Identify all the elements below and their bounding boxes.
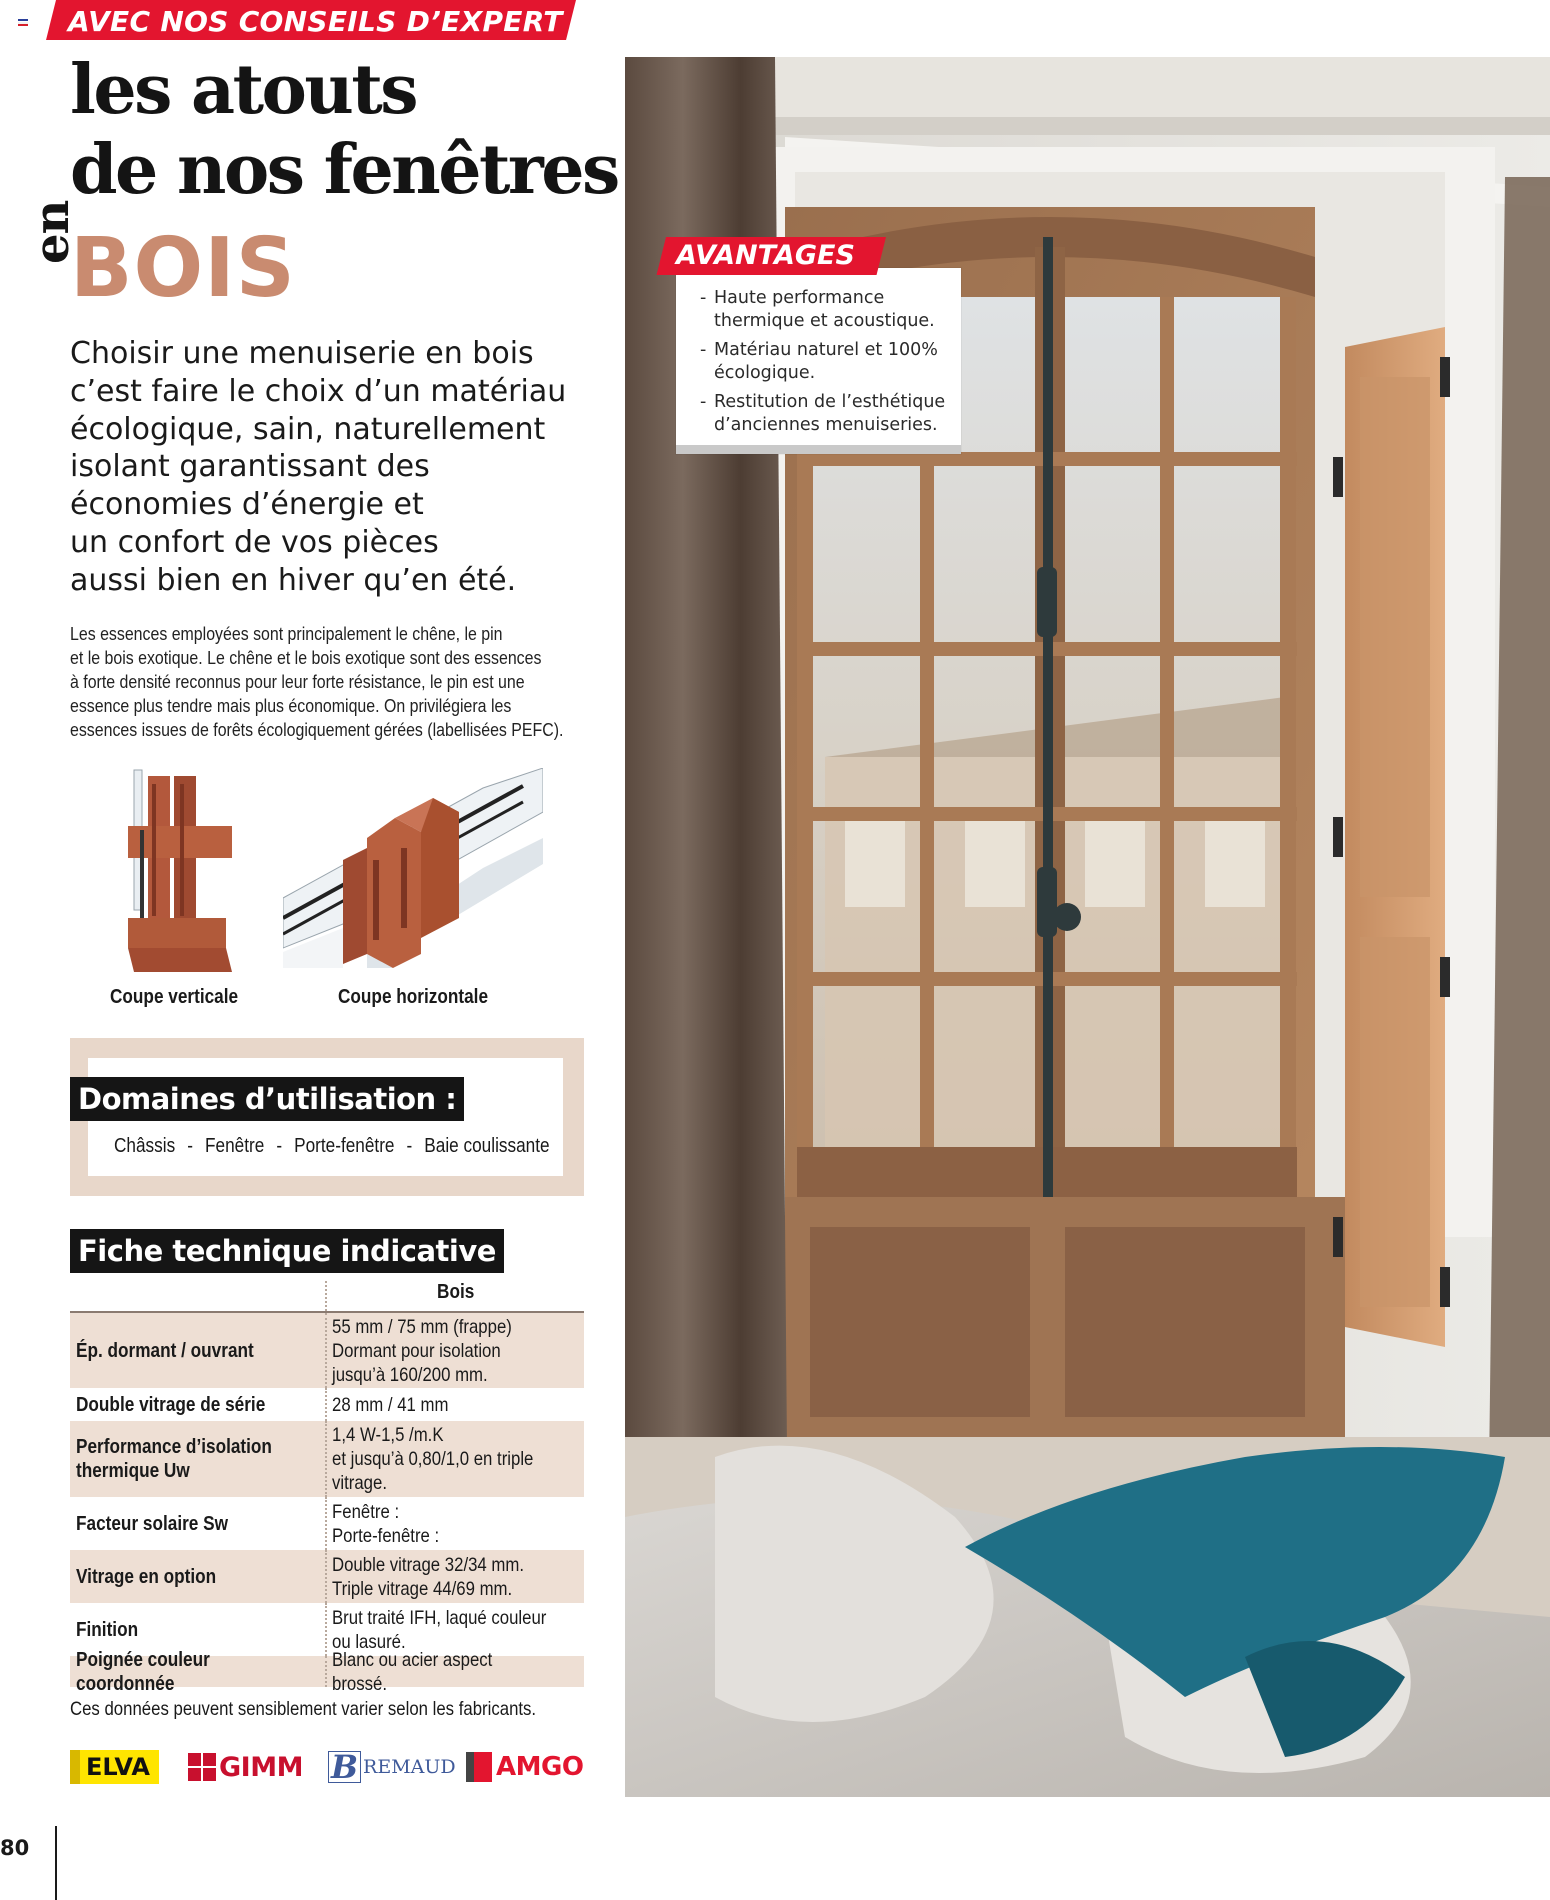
gimm-logo: GIMM bbox=[188, 1750, 303, 1784]
domaine-item: Châssis bbox=[114, 1135, 176, 1157]
table-row bbox=[70, 1388, 584, 1421]
spec-value: Double vitrage 32/34 mm. Triple vitrage 44/69 mm. bbox=[325, 1550, 584, 1603]
spec-label: Performance d’isolation thermique Uw bbox=[76, 1436, 272, 1482]
amgo-logo: AMGO bbox=[466, 1750, 583, 1784]
domaine-item: Baie coulissante bbox=[424, 1135, 550, 1157]
headline-line-1: les atouts bbox=[70, 50, 417, 130]
fiche-technique-title: Fiche technique indicative bbox=[70, 1229, 504, 1273]
spec-table bbox=[70, 1311, 584, 1695]
flag-icon bbox=[18, 19, 28, 26]
spec-label: Vitrage en option bbox=[76, 1565, 217, 1588]
spec-label: Poignée couleur coordonnée bbox=[76, 1648, 210, 1695]
spec-label: Ép. dormant / ouvrant bbox=[76, 1339, 254, 1362]
spec-column-header: Bois bbox=[325, 1281, 584, 1311]
spec-value: 1,4 W-1,5 /m.K et jusqu’à 0,80/1,0 en triple vitrage. bbox=[325, 1421, 584, 1497]
coupe-horizontale-diagram bbox=[283, 768, 543, 973]
banner-title: AVEC NOS CONSEILS D’EXPERT bbox=[68, 5, 563, 38]
spec-value: Fenêtre : Porte-fenêtre : bbox=[325, 1497, 584, 1550]
spec-label: Facteur solaire Sw bbox=[76, 1512, 229, 1535]
domaine-separator: - bbox=[276, 1135, 283, 1157]
spec-label: Double vitrage de série bbox=[76, 1393, 266, 1416]
spec-footnote: Ces données peuvent sensiblement varier selon les fabricants. bbox=[70, 1698, 537, 1720]
avantages-list bbox=[700, 287, 950, 443]
domaine-separator: - bbox=[406, 1135, 413, 1157]
intro-paragraph: Choisir une menuiserie en bois c’est faire le choix d’un matériau écologique, sain, naturellement isolant garantissant des économies d’énergie et un confort de vos pièces aussi bien en hiver qu’en été. bbox=[70, 336, 567, 598]
table-row bbox=[70, 1313, 584, 1388]
headline-material: BOIS bbox=[70, 221, 296, 316]
spec-label: Finition bbox=[76, 1618, 139, 1641]
page-divider bbox=[55, 1826, 57, 1900]
spec-value: Brut traité IFH, laqué couleur ou lasuré. bbox=[325, 1603, 584, 1656]
coupe-verticale-caption: Coupe verticale bbox=[110, 986, 239, 1008]
list-item: - Matériau naturel et 100% écologique. bbox=[700, 339, 950, 384]
coupe-horizontale-caption: Coupe horizontale bbox=[338, 986, 489, 1008]
elva-logo: ELVA bbox=[70, 1750, 159, 1784]
domaines-list bbox=[114, 1135, 550, 1158]
domaines-title: Domaines d’utilisation : bbox=[70, 1077, 464, 1121]
page-number: 80 bbox=[0, 1836, 30, 1860]
avantages-title: AVANTAGES bbox=[676, 240, 855, 271]
spec-value: 28 mm / 41 mm bbox=[325, 1388, 584, 1421]
domaine-item: Fenêtre bbox=[204, 1135, 265, 1157]
headline-en-rotated: en bbox=[24, 200, 80, 264]
table-row bbox=[70, 1648, 584, 1695]
table-row bbox=[70, 1550, 584, 1603]
coupe-verticale-diagram bbox=[120, 768, 240, 978]
table-row bbox=[70, 1497, 584, 1550]
headline-line-2: de nos fenêtres bbox=[70, 130, 618, 210]
list-item: - Restitution de l’esthétique d’anciennes menuiseries. bbox=[700, 391, 950, 436]
bremaud-logo: B REMAUD bbox=[328, 1750, 456, 1784]
table-row bbox=[70, 1421, 584, 1497]
body-paragraph: Les essences employées sont principalement le chêne, le pin et le bois exotique. Le chêne et le bois exotique sont des essences à forte densité reconnus pour leur forte résistance, le pin est une essence plus tendre mais plus économique. On privilégiera les essences issues de forêts écologiquement gérées (labellisées PEFC). bbox=[70, 623, 564, 740]
domaine-item: Porte-fenêtre bbox=[294, 1135, 395, 1157]
spec-value: Blanc ou acier aspect brossé. bbox=[325, 1656, 584, 1687]
page-headline bbox=[70, 50, 630, 210]
domaine-separator: - bbox=[187, 1135, 193, 1157]
spec-value: 55 mm / 75 mm (frappe) Dormant pour isolation jusqu’à 160/200 mm. bbox=[325, 1313, 584, 1388]
list-item: - Haute performance thermique et acoustique. bbox=[700, 287, 950, 332]
